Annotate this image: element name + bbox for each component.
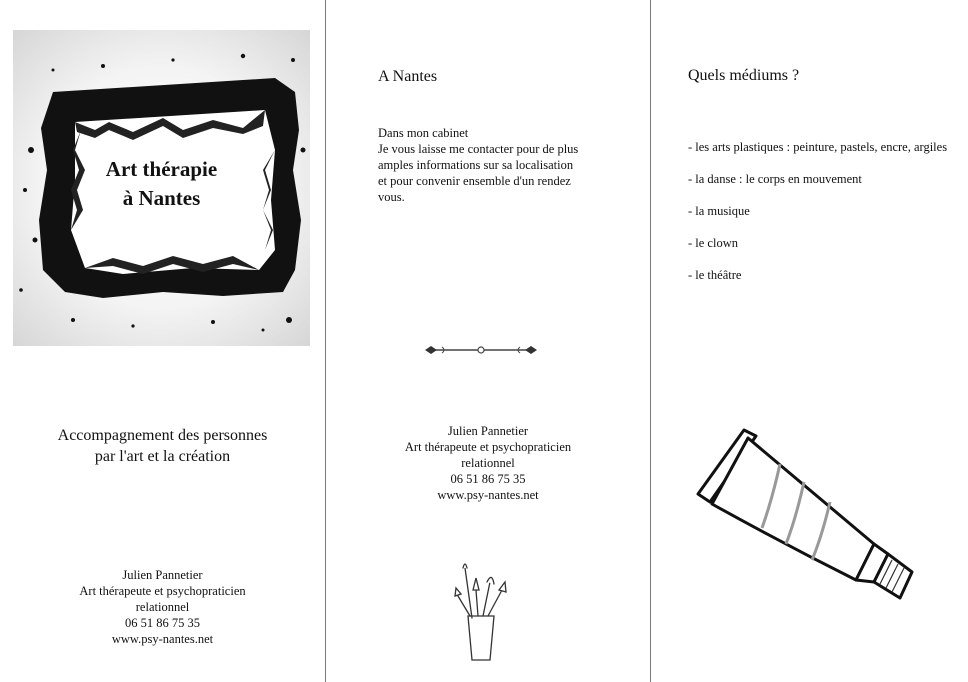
location-line: Dans mon cabinet [378, 126, 469, 140]
medium-item: - la danse : le corps en mouvement [688, 172, 862, 186]
location-line: amples informations sur sa localisation [378, 158, 574, 172]
contact-role-cont: relationnel [135, 600, 190, 614]
fold-line-right [650, 0, 651, 682]
tagline-line2: par l'art et la création [94, 448, 231, 465]
medium-item: - le clown [688, 236, 738, 250]
tagline [0, 425, 325, 467]
contact-block-middle [326, 423, 650, 503]
contact-website: www.psy-nantes.net [437, 488, 539, 502]
medium-item: - le théâtre [688, 268, 742, 282]
medium-item: - la musique [688, 204, 750, 218]
location-line: Je vous laisse me contacter pour de plus [378, 142, 579, 156]
contact-name: Julien Pannetier [122, 568, 203, 582]
tagline-line1: Accompagnement des personnes [57, 427, 268, 444]
mediums-list [688, 139, 948, 299]
mediums-heading: Quels médiums ? [688, 67, 800, 84]
contact-website: www.psy-nantes.net [111, 632, 214, 646]
fold-line-left [325, 0, 326, 682]
cover-title-line1: Art thérapie [105, 157, 218, 181]
cover-title [13, 155, 310, 213]
contact-phone: 06 51 86 75 35 [450, 472, 526, 486]
paint-tube-icon [688, 420, 928, 620]
paintbrush-cup-icon [452, 560, 512, 664]
cover-title-line2: à Nantes [122, 186, 201, 210]
location-heading: A Nantes [378, 68, 438, 85]
contact-block-front [0, 567, 325, 647]
medium-item: - les arts plastiques : peinture, pastels, encre, argiles [688, 140, 948, 154]
location-text [378, 125, 608, 205]
contact-role-cont: relationnel [461, 456, 515, 470]
location-line: vous. [378, 190, 405, 204]
decorative-divider-icon [424, 343, 538, 357]
contact-role: Art thérapeute et psychopraticien [79, 584, 246, 598]
cover-image [13, 30, 310, 346]
contact-name: Julien Pannetier [447, 424, 529, 438]
location-line: et pour convenir ensemble d'un rendez [378, 174, 571, 188]
contact-phone: 06 51 86 75 35 [125, 616, 200, 630]
contact-role: Art thérapeute et psychopraticien [404, 440, 572, 454]
